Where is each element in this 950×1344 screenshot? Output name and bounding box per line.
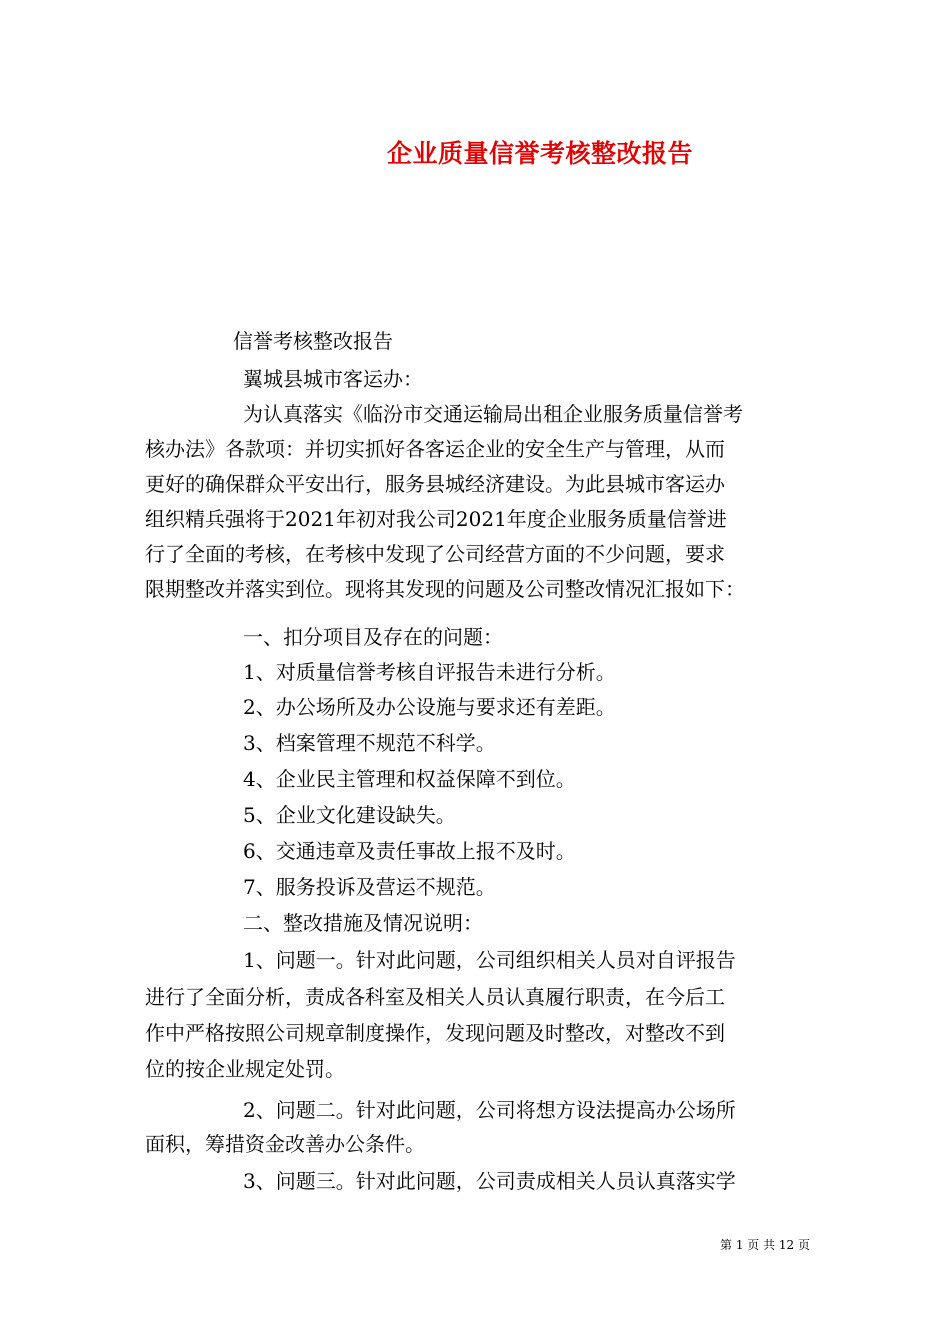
body-line: 位的按企业规定处罚。 [145,1057,345,1081]
body-line: 7、服务投诉及营运不规范。 [243,875,496,899]
body-line: 4、企业民主管理和权益保障不到位。 [243,767,576,791]
body-line: 作中严格按照公司规章制度操作，发现问题及时整改，对整改不到 [145,1021,725,1045]
body-line: 核办法》各款项：并切实抓好各客运企业的安全生产与管理，从而 [145,437,725,461]
body-line: 一、扣分项目及存在的问题： [243,625,503,649]
page-number: 第 1 页 共 12 页 [720,1238,810,1252]
body-line: 行了全面的考核，在考核中发现了公司经营方面的不少问题，要求 [145,542,725,566]
body-line: 信誉考核整改报告 [233,329,393,353]
body-line: 为认真落实《临汾市交通运输局出租企业服务质量信誉考 [243,402,743,426]
body-line: 二、整改措施及情况说明： [243,911,483,935]
body-line: 2、问题二。针对此问题，公司将想方设法提高办公场所 [243,1098,736,1122]
body-line: 6、交通违章及责任事故上报不及时。 [243,839,576,863]
body-line: 组织精兵强将于2021年初对我公司2021年度企业服务质量信誉进 [145,507,727,531]
body-line: 2、办公场所及办公设施与要求还有差距。 [243,695,616,719]
body-line: 面积，筹措资金改善办公条件。 [145,1132,425,1156]
body-line: 翼城县城市客运办： [243,367,423,391]
body-line: 更好的确保群众平安出行，服务县城经济建设。为此县城市客运办 [145,472,725,496]
body-line: 3、问题三。针对此问题，公司责成相关人员认真落实学 [243,1169,736,1193]
body-line: 进行了全面分析，责成各科室及相关人员认真履行职责，在今后工 [145,985,725,1009]
body-line: 3、档案管理不规范不科学。 [243,731,496,755]
body-line: 限期整改并落实到位。现将其发现的问题及公司整改情况汇报如下： [145,577,745,601]
document-title: 企业质量信誉考核整改报告 [386,139,693,168]
body-line: 1、问题一。针对此问题，公司组织相关人员对自评报告 [243,948,736,972]
body-line: 1、对质量信誉考核自评报告未进行分析。 [243,660,616,684]
body-line: 5、企业文化建设缺失。 [243,803,456,827]
